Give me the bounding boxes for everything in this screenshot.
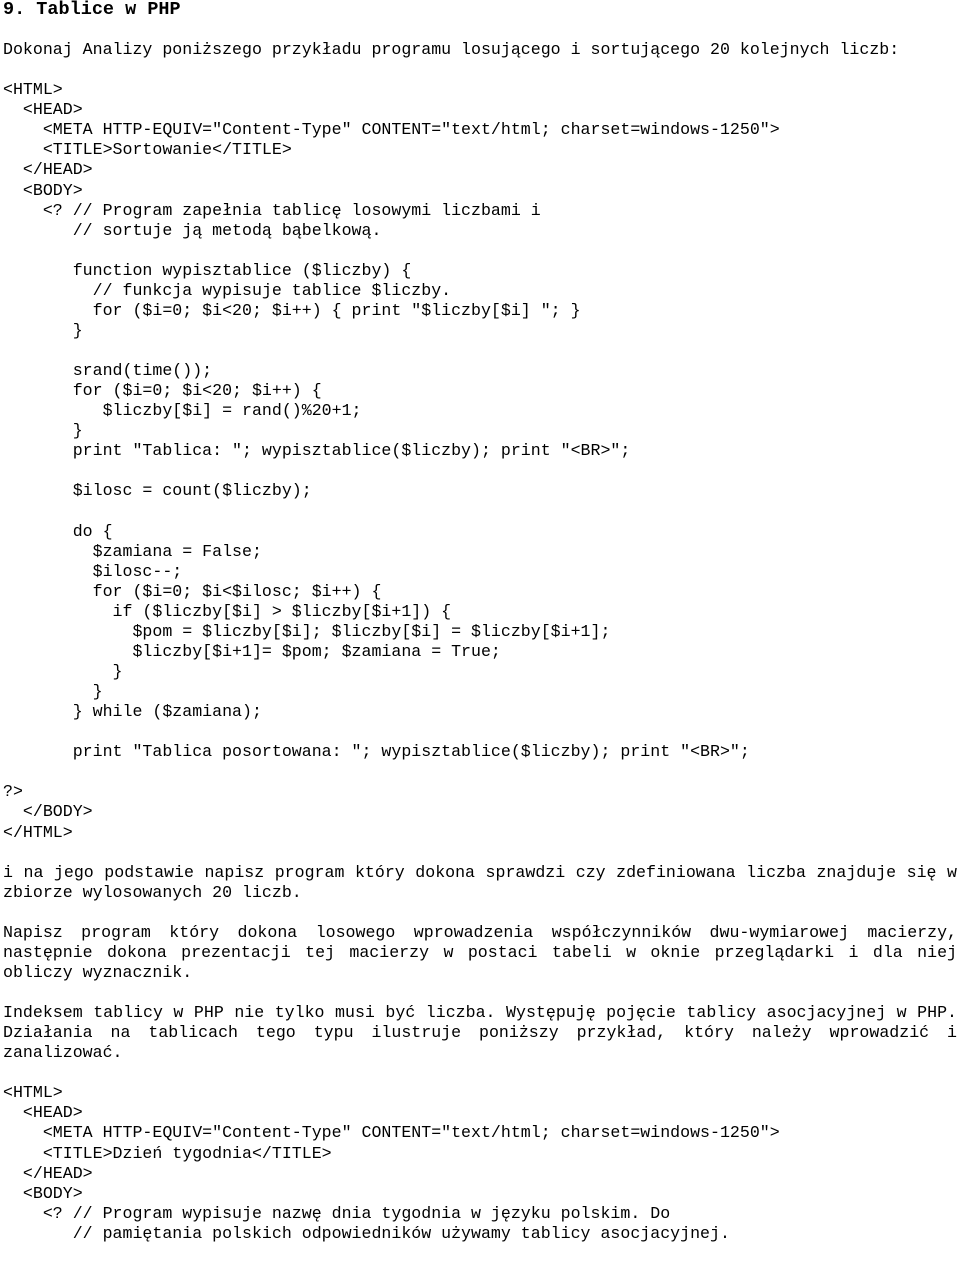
code-line: $liczby[$i+1]= $pom; $zamiana = True; [3,641,501,661]
spacer [3,983,957,1003]
code-line: <? // Program wypisuje nazwę dnia tygodnia w języku polskim. Do [3,1203,671,1223]
code-line: <TITLE>Sortowanie</TITLE> [3,140,292,160]
spacer [3,903,957,923]
spacer [3,20,957,40]
code-line: <HTML> [3,80,63,100]
code-line: $pom = $liczby[$i]; $liczby[$i] = $liczby[$i+1]; [3,621,611,641]
code-line: } [3,682,103,702]
section-heading: 9. Tablice w PHP [3,0,181,20]
spacer [3,843,957,863]
code-listing-sorting [3,80,957,842]
code-line: } [3,421,83,441]
document-page [3,0,957,1244]
spacer [3,60,957,80]
code-line: $zamiana = False; [3,541,262,561]
code-line: <META HTTP-EQUIV="Content-Type" CONTENT="text/html; charset=windows-1250"> [3,120,780,140]
code-line [3,461,957,481]
code-line: for ($i=0; $i<20; $i++) { [3,381,322,401]
code-line: <BODY> [3,1183,83,1203]
code-line [3,502,957,522]
code-line: </HEAD> [3,1163,93,1183]
code-line: } [3,320,83,340]
code-line: <BODY> [3,180,83,200]
code-line: for ($i=0; $i<20; $i++) { print "$liczby[$i] "; } [3,300,581,320]
intro-paragraph: Dokonaj Analizy poniższego przykładu programu losującego i sortującego 20 kolejnych liczb: [3,40,900,60]
code-line: function wypisztablice ($liczby) { [3,260,412,280]
code-line [3,341,957,361]
code-line: <HEAD> [3,1103,83,1123]
code-line: // pamiętania polskich odpowiedników używamy tablicy asocjacyjnej. [3,1223,730,1243]
code-line: // funkcja wypisuje tablice $liczby. [3,280,452,300]
code-line: <HEAD> [3,100,83,120]
code-line: <TITLE>Dzień tygodnia</TITLE> [3,1143,332,1163]
code-line: if ($liczby[$i] > $liczby[$i+1]) { [3,601,452,621]
code-line: <META HTTP-EQUIV="Content-Type" CONTENT="text/html; charset=windows-1250"> [3,1123,780,1143]
code-line: </HEAD> [3,160,93,180]
code-line: <HTML> [3,1083,63,1103]
code-listing-weekday [3,1083,957,1244]
code-line: do { [3,521,113,541]
code-line: print "Tablica posortowana: "; wypisztablice($liczby); print "<BR>"; [3,742,750,762]
task-paragraph-search: i na jego podstawie napisz program który dokona sprawdzi czy zdefiniowana liczba znajduje się w zbiorze wylosowanych 20 liczb. [3,862,957,902]
code-line: for ($i=0; $i<$ilosc; $i++) { [3,581,382,601]
code-line: $ilosc--; [3,561,183,581]
code-line: </HTML> [3,822,73,842]
code-line: </BODY> [3,802,93,822]
task-paragraph-associative: Indeksem tablicy w PHP nie tylko musi być liczba. Występuję pojęcie tablicy asocjacyjnej w PHP. Działania na tablicach tego typu ilustruje poniższy przykład, który należy wprowadzić i zanalizować. [3,1003,957,1063]
code-line: $liczby[$i] = rand()%20+1; [3,401,362,421]
spacer [3,1063,957,1083]
code-line: // sortuje ją metodą bąbelkową. [3,220,382,240]
code-line: } while ($zamiana); [3,702,262,722]
code-line: print "Tablica: "; wypisztablice($liczby); print "<BR>"; [3,441,631,461]
code-line: srand(time()); [3,361,213,381]
code-line: ?> [3,782,23,802]
task-paragraph-matrix: Napisz program który dokona losowego wprowadzenia współczynników dwu-wymiarowej macierzy, następnie dokona prezentacji tej macierzy w postaci tabeli w oknie przeglądarki i dla niej obliczy wyznacznik. [3,922,957,982]
code-line [3,762,957,782]
code-line: <? // Program zapełnia tablicę losowymi liczbami i [3,200,541,220]
code-line [3,722,957,742]
code-line: } [3,662,123,681]
code-line [3,241,957,261]
code-line: $ilosc = count($liczby); [3,481,312,501]
